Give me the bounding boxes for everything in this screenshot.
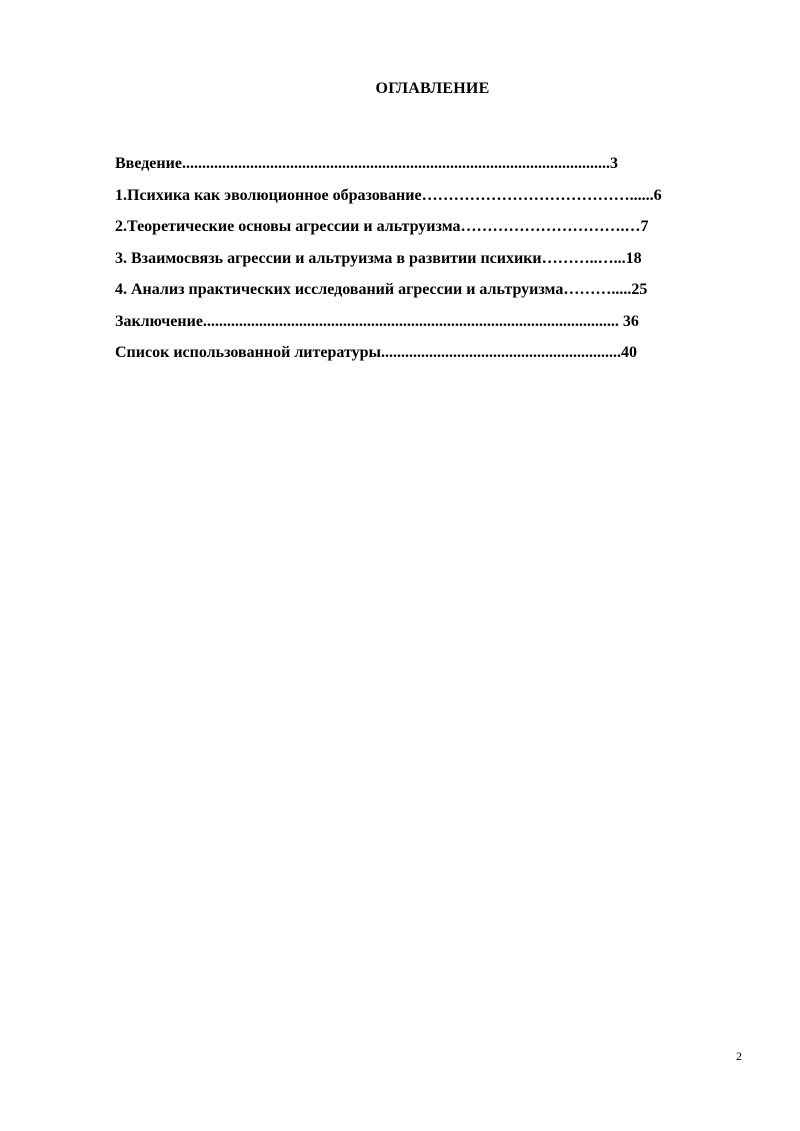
- toc-entry-text: 2.Теоретические основы агрессии и альтруизма………………………….…7: [115, 218, 649, 235]
- page-number: 2: [736, 1049, 742, 1063]
- toc-entry-conclusion: [115, 310, 745, 342]
- toc-entry-chapter-4: [115, 278, 745, 310]
- toc-entry-text: 3. Взаимосвязь агрессии и альтруизма в развитии психики………..…...18: [115, 249, 642, 267]
- toc-entry-text: 1.Психика как эволюционное образование…………………………………......6: [115, 186, 662, 204]
- toc-entry-text: Введение...........................................................................................................3: [115, 155, 618, 172]
- toc-entry-bibliography: [115, 341, 745, 373]
- toc-entry-chapter-3: [115, 247, 745, 279]
- toc-entry-chapter-2: [115, 215, 745, 247]
- toc-entry-text: Заключение........................................................................................................ 36: [115, 312, 639, 330]
- toc-entry-text: 4. Анализ практических исследований агрессии и альтруизма……….....25: [115, 281, 648, 298]
- toc-title: ОГЛАВЛЕНИЕ: [375, 80, 490, 97]
- toc-entry-introduction: [115, 152, 745, 184]
- table-of-contents: [115, 152, 745, 373]
- toc-entry-text: Список использованной литературы............................................................40: [115, 344, 637, 361]
- toc-entry-chapter-1: [115, 184, 745, 216]
